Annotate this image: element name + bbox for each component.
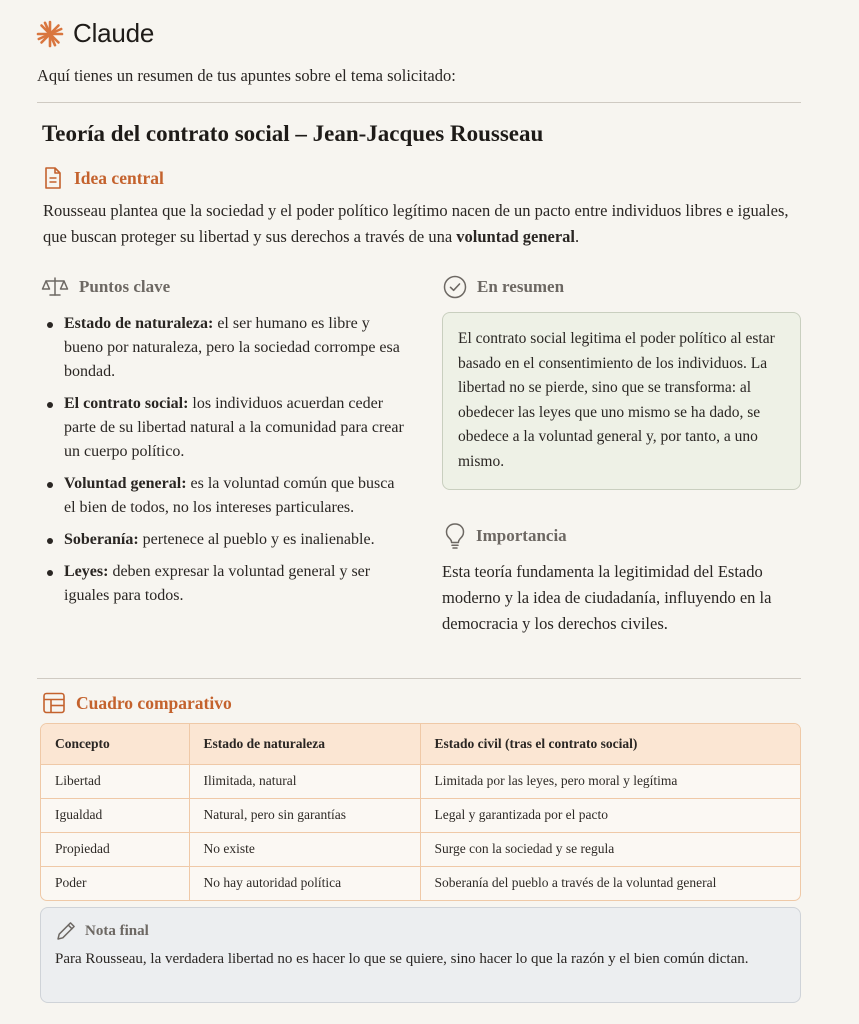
puntos-clave-heading [41, 276, 170, 298]
table-header-row [41, 724, 800, 764]
idea-text-end: . [575, 227, 580, 246]
item-term: Voluntad general: [64, 475, 187, 492]
intro-text: Aquí tienes un resumen de tus apuntes sobre el tema solicitado: [37, 66, 456, 85]
table-cell: Libertad [41, 764, 189, 798]
column-header: Estado de naturaleza [189, 724, 420, 764]
table-cell: No hay autoridad política [189, 866, 420, 900]
en-resumen-heading [443, 275, 564, 299]
list-item [44, 312, 404, 384]
list-item [44, 528, 404, 552]
claude-logo-icon [35, 19, 65, 49]
key-points-list [44, 312, 404, 616]
app-title: Claude [73, 18, 155, 48]
note-label: Nota final [85, 922, 149, 939]
item-text: los individuos acuerdan ceder parte de su libertad natural a la comunidad para crear un cuerpo político. [64, 395, 404, 460]
idea-central-heading [42, 166, 164, 190]
column-header: Estado civil (tras el contrato social) [420, 724, 800, 764]
table-cell: Igualdad [41, 798, 189, 832]
item-text: deben expresar la voluntad general y ser iguales para todos. [64, 563, 371, 604]
puntos-clave-label: Puntos clave [79, 277, 171, 296]
comparison-table [40, 723, 801, 901]
note-text: Para Rousseau, la verdadera libertad no es hacer lo que se quiere, sino hacer lo que la razón y el bien común dictan. [55, 951, 749, 967]
table-row [41, 764, 800, 798]
scales-icon [41, 276, 69, 298]
table-cell: Soberanía del pueblo a través de la voluntad general [434, 875, 717, 891]
item-term: Estado de naturaleza: [64, 315, 214, 332]
item-term: Leyes: [64, 563, 109, 580]
table-cell: Legal y garantizada por el pacto [420, 798, 800, 832]
table-cell: Surge con la sociedad y se regula [420, 832, 800, 866]
item-text: es la voluntad común que busca el bien de todos, no los intereses particulares. [64, 475, 395, 516]
item-term: Soberanía: [64, 531, 139, 548]
table-cell: Ilimitada, natural [189, 764, 420, 798]
check-circle-icon [443, 275, 467, 299]
lightbulb-icon [444, 522, 466, 550]
item-text: pertenece al pueblo y es inalienable. [138, 531, 375, 548]
table-cell: Poder [41, 866, 189, 900]
table-row [41, 832, 800, 866]
idea-central-text [43, 198, 803, 250]
document-icon [42, 166, 64, 190]
list-item [44, 560, 404, 608]
document-title: Teoría del contrato social – Jean-Jacques Rousseau [42, 121, 544, 146]
note-box [40, 907, 801, 1003]
table-row [41, 798, 800, 832]
summary-box: El contrato social legitima el poder político al estar basado en el consentimiento de los individuos. La libertad no se pierde, sino que se transforma: al obedecer las leyes que uno mismo se ha dado, se obedece a la voluntad general y, por tanto, a uno mismo. [442, 312, 801, 490]
divider [37, 102, 801, 103]
table-cell: No existe [189, 832, 420, 866]
en-resumen-label: En resumen [477, 277, 565, 296]
idea-text-part: Rousseau plantea que la sociedad y el poder político legítimo nacen de un pacto entre individuos libres e iguales, que buscan proteger su libertad y sus derechos a través de una [43, 201, 789, 246]
cuadro-comparativo-label: Cuadro comparativo [76, 692, 232, 713]
idea-central-label: Idea central [74, 167, 164, 188]
table-row [41, 866, 800, 900]
item-text: el ser humano es libre y bueno por naturaleza, pero la sociedad corrompe esa bondad. [64, 315, 400, 380]
table-cell: Natural, pero sin garantías [189, 798, 420, 832]
app-header [35, 18, 154, 49]
cuadro-comparativo-heading [42, 691, 232, 715]
list-item [44, 392, 404, 464]
importancia-text: Esta teoría fundamenta la legitimidad del Estado moderno y la idea de ciudadanía, influyendo en la democracia y los derechos civiles. [442, 562, 772, 633]
idea-text-bold: voluntad general [456, 227, 575, 246]
pencil-icon [55, 920, 77, 942]
table-cell: Limitada por las leyes, pero moral y legítima [420, 764, 800, 798]
list-item [44, 472, 404, 520]
note-heading [55, 920, 786, 942]
item-term: El contrato social: [64, 395, 189, 412]
divider [37, 678, 801, 679]
table-icon [42, 691, 66, 715]
table-cell: Propiedad [41, 832, 189, 866]
importancia-heading [444, 522, 567, 550]
column-header: Concepto [41, 724, 189, 764]
importancia-label: Importancia [476, 526, 567, 545]
